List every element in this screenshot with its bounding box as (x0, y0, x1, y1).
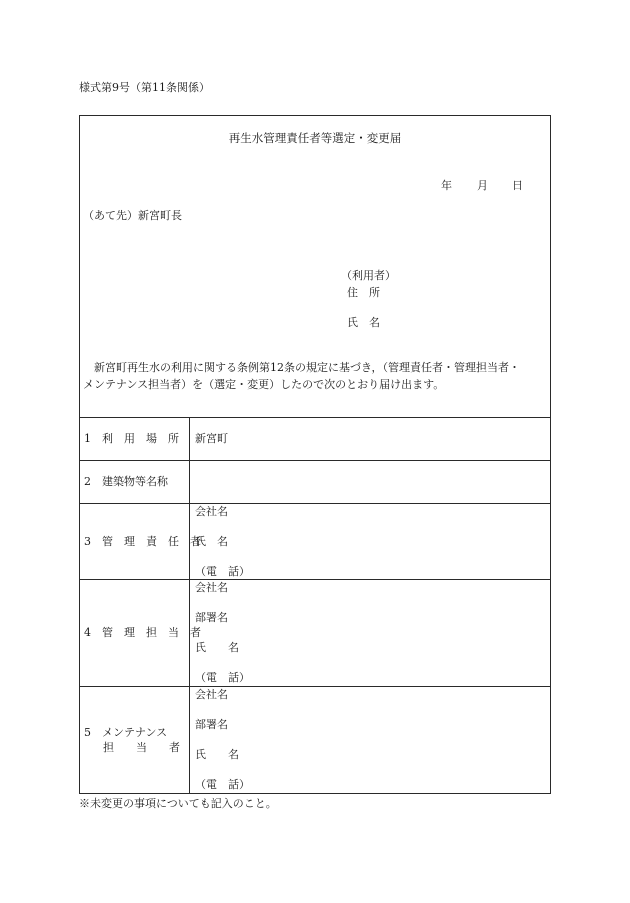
row5-company-label: 会社名 (195, 688, 228, 701)
footnote: ※未変更の事項についても記入のこと。 (79, 797, 277, 810)
row4-phone-label: （電 話） (195, 671, 250, 684)
form-number: 様式第9号（第11条関係） (79, 81, 210, 94)
applicant-name-label: 氏 名 (347, 316, 380, 329)
row5-dept-label: 部署名 (195, 718, 228, 731)
row3-name-label: 氏 名 (195, 535, 228, 548)
row3-company-label: 会社名 (195, 505, 228, 518)
row5-phone-label: （電 話） (195, 778, 250, 791)
row4-company-label: 会社名 (195, 581, 228, 594)
applicant-address-label: 住 所 (347, 286, 380, 299)
divider-row1 (79, 460, 551, 461)
row5-label-line2: 担 当 者 (103, 741, 180, 754)
row3-label: 3 管 理 責 任 者 (84, 535, 201, 548)
date-month-label: 月 (477, 179, 488, 192)
statement-line-1: 新宮町再生水の利用に関する条例第12条の規定に基づき，（管理責任者・管理担当者・ (83, 361, 521, 374)
row4-label: 4 管 理 担 当 者 (84, 626, 201, 639)
row4-dept-label: 部署名 (195, 611, 228, 624)
statement-paragraph (83, 359, 548, 393)
divider-row3 (79, 579, 551, 580)
row3-phone-label: （電 話） (195, 565, 250, 578)
date-year-label: 年 (441, 179, 452, 192)
row1-value: 新宮町 (195, 432, 228, 445)
row4-name-label: 氏 名 (195, 641, 239, 654)
divider-row2 (79, 503, 551, 504)
date-day-label: 日 (512, 179, 523, 192)
divider-row4 (79, 686, 551, 687)
statement-line-2: メンテナンス担当者）を（選定・変更）したので次のとおり届け出ます。 (83, 378, 445, 391)
table-column-divider (189, 417, 190, 794)
addressee: （あて先）新宮町長 (83, 209, 182, 222)
row2-label: 2 建築物等名称 (84, 475, 168, 488)
row1-label: 1 利 用 場 所 (84, 432, 179, 445)
row5-name-label: 氏 名 (195, 748, 239, 761)
divider-statement (79, 417, 551, 418)
row5-label-line1: 5 メンテナンス (84, 726, 168, 739)
form-title: 再生水管理責任者等選定・変更届 (228, 131, 402, 145)
applicant-heading: （利用者） (341, 269, 396, 282)
